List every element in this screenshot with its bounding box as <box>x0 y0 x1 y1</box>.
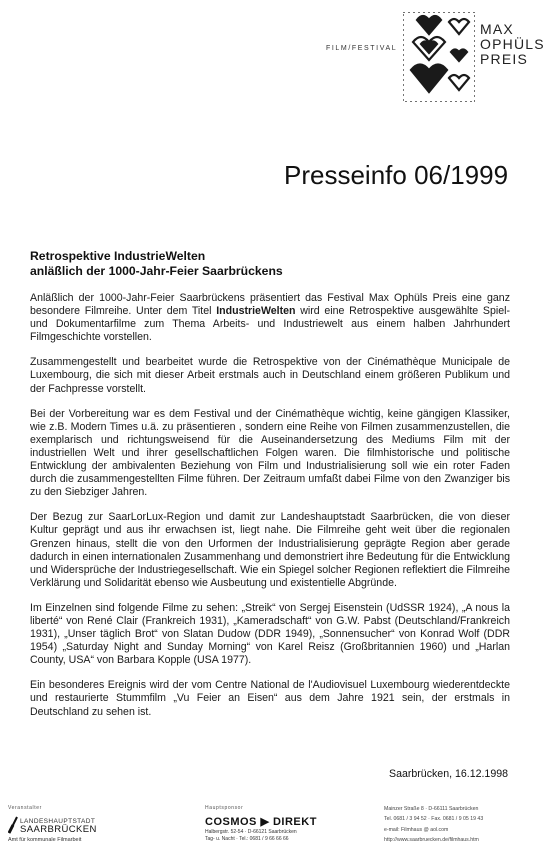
sponsor-name: COSMOS ▶ DIREKT <box>205 816 317 828</box>
paragraph-text: wird eine Retrospektive ausgewählte Spiel- und Dokumentarfilme zum Thema Arbeits- und Industriewelt aus einem halben Jahrhundert Filmgeschichte vorstellen. <box>30 305 510 344</box>
sponsor-phone: Tag- u. Nacht · Tel.: 0681 / 9 66 66 66 <box>205 836 289 842</box>
organizer-line-1: LANDESHAUPTSTADT <box>20 818 96 825</box>
paragraph: Im Einzelnen sind folgende Filme zu sehen: „Streik“ von Sergej Eisenstein (UdSSR 1924), „A nous la liberté“ von René Clair (Frankreich 1931), „Kameradschaft“ von G.W. Pabst (Deutschland/Frankreich 1931), „Unser täglich Brot“ von Slatan Dudow (DDR 1949), „Sonnensucher“ von Konrad Wolf (DDR 1954) „Saturday Night and Sunday Morning“ von Karel Reisz (Großbritannien 1960) und „Harlan County, USA“ von Barbara Kopple (USA 1977). <box>30 601 510 667</box>
dateline: Saarbrücken, 16.12.1998 <box>389 768 508 780</box>
page-title: Presseinfo 06/1999 <box>284 160 509 190</box>
paragraph-text: Anläßlich der 1000-Jahr-Feier Saarbrückens präsentiert das Festival Max Ophüls Preis eine ganz besondere Filmreihe. Unter dem Titel <box>30 292 510 318</box>
contact-url: http://www.saarbruecken.de/filmhaus.htm <box>384 837 479 844</box>
paragraph <box>30 292 510 344</box>
heart-stack-logo-icon <box>403 12 475 102</box>
brand-line: PREIS <box>480 51 529 67</box>
sponsor-label: Hauptsponsor <box>205 805 244 811</box>
paragraph: Ein besonderes Ereignis wird der vom Centre National de l'Audiovisuel Luxembourg wiederentdeckte und restaurierte Stummfilm „Vu Feier an Eisen“ aus dem Jahre 1921 sein, der erstmals in Deutschland zu sehen ist. <box>30 679 510 718</box>
footer-organizer <box>8 804 97 845</box>
brand-line: OPHÜLS <box>480 36 545 52</box>
footer-contact <box>384 804 483 846</box>
brand-line: MAX <box>480 21 514 37</box>
headline <box>30 249 283 279</box>
headline-line-1: Retrospektive IndustrieWelten <box>30 249 206 263</box>
brand-name <box>480 22 545 67</box>
contact-phone: Tel. 0681 / 3 94 52 · Fax. 0681 / 9 05 19 43 <box>384 816 484 823</box>
headline-line-2: anläßlich der 1000-Jahr-Feier Saarbrückens <box>30 264 283 278</box>
festival-label: FILM/FESTIVAL <box>326 45 398 52</box>
organizer-line-2: SAARBRÜCKEN <box>20 824 97 835</box>
city-emblem-icon <box>8 816 18 834</box>
article-body <box>30 292 510 731</box>
contact-email: e-mail: Filmhaus @ aol.com <box>384 826 449 833</box>
paragraph: Zusammengestellt und bearbeitet wurde die Retrospektive von der Cinémathèque Municipale de Luxembourg, die sich mit dieser Arbeit erstmals auch in Deutschland einem größeren Publikum und der Fachpresse vorstellt. <box>30 356 510 395</box>
paragraph: Der Bezug zur SaarLorLux-Region und damit zur Landeshauptstadt Saarbrücken, die von dieser Kultur geprägt und aus ihr erwachsen ist, liegt nahe. Die Filmreihe geht weit über die regionalen Grenzen hinaus, stellt die von den Urformen der Industrialisierung geprägte Region aber gerade dadurch in einen internationalen Zusammenhang und demonstriert ihre Bedeutung für die Entwicklung und Widersprüche der Industriegesellschaft. Wie ein Spiegel solcher Regionen reflektiert die Filmreihe Verklärung und Solidarität ebenso wie Ausbeutung und existentielle Abgründe. <box>30 511 510 589</box>
footer-sponsor <box>205 804 317 843</box>
contact-address: Mainzer Straße 8 · D-66111 Saarbrücken <box>384 806 479 812</box>
sponsor-address: Halbergstr. 52-54 · D-66121 Saarbrücken <box>205 829 297 835</box>
organizer-label: Veranstalter <box>8 805 42 811</box>
paragraph: Bei der Vorbereitung war es dem Festival und der Cinémathèque wichtig, keine gängigen Klassiker, wie z.B. Modern Times u.ä. zu präsentieren , sondern eine Reihe von Filmen zusammenzustellen, die exemplarisch und richtungsweisend für die Auseinandersetzung des Mediums Film mit der industriellen Welt und ihrer gesellschaftlichen Folgen waren. Die filmhistorische und politische Entwicklung der ambivalenten Beziehung von Film und Industrialisierung soll wie ein roter Faden durch die zusammengestellten Filme führen. Der Zeitraum umfaßt dabei Filme von den Zwanziger bis zu den Siebziger Jahren. <box>30 407 510 499</box>
organizer-sub: Amt für kommunale Filmarbeit <box>8 837 82 843</box>
emphasis-text: IndustrieWelten <box>216 305 296 318</box>
